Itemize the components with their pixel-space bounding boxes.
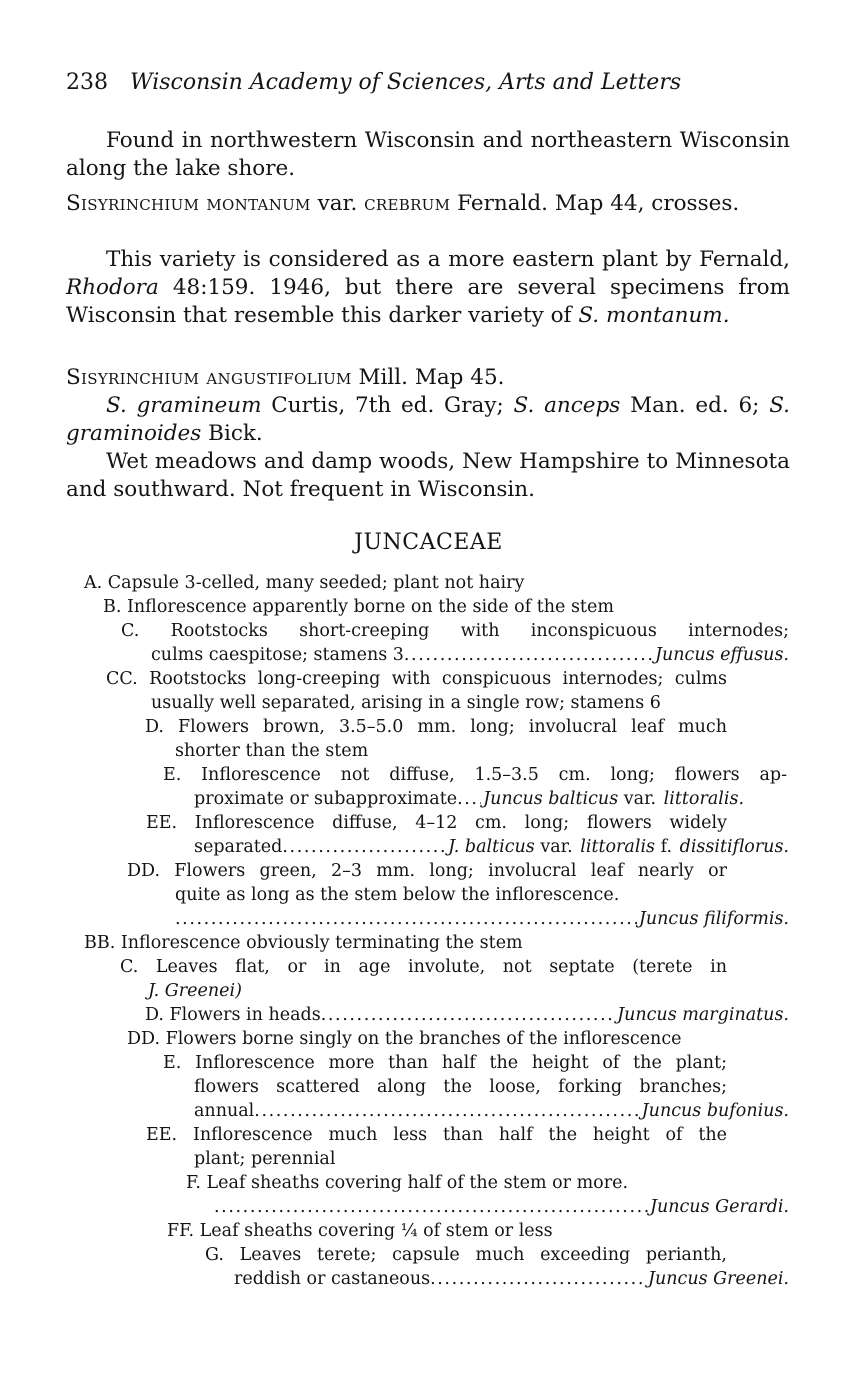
species-entry-sisyrinchium-montanum: Sisyrinchium montanum var. crebrum Fernald. Map 44, crosses. xyxy=(66,191,740,216)
key-line: quite as long as the stem below the inflorescence. xyxy=(175,885,620,905)
key-line: flowers scattered along the loose, forking branches; xyxy=(194,1077,727,1097)
key-line: E. Inflorescence more than half the height of the plant; xyxy=(163,1053,727,1073)
page-number: 238 xyxy=(66,70,108,95)
journal-reference: Rhodora xyxy=(66,275,159,300)
taxon-name: Juncus Greenei. xyxy=(647,1269,789,1289)
key-line: reddish or castaneous ..... Juncus Greenei. xyxy=(234,1268,789,1291)
key-line: D. Flowers in heads ..... Juncus marginatus. xyxy=(145,1004,789,1027)
key-line: F. Leaf sheaths covering half of the stem or more. xyxy=(186,1173,629,1193)
key-line: annual ..... Juncus bufonius. xyxy=(194,1100,789,1123)
taxon-name: Juncus bufonius. xyxy=(641,1101,789,1121)
key-line: shorter than the stem xyxy=(175,741,369,761)
species-entry-sisyrinchium-angustifolium: Sisyrinchium angustifolium Mill. Map 45. xyxy=(66,365,505,390)
key-line: BB. Inflorescence obviously terminating the stem xyxy=(84,933,523,953)
key-line: C. Rootstocks short-creeping with inconspicuous internodes; xyxy=(121,621,789,641)
journal-title: Wisconsin Academy of Sciences, Arts and Letters xyxy=(130,70,682,95)
key-line: D. Flowers brown, 3.5–5.0 mm. long; involucral leaf much xyxy=(145,717,727,737)
species-name: Sisyrinchium montanum xyxy=(66,191,311,216)
key-line: DD. Flowers borne singly on the branches of the inflorescence xyxy=(127,1029,682,1049)
species-name: Sisyrinchium angustifolium xyxy=(66,365,352,390)
key-line: culms caespitose; stamens 3 ..... Juncus effusus. xyxy=(151,644,789,667)
key-line: DD. Flowers green, 2–3 mm. long; involucral leaf nearly or xyxy=(127,861,727,881)
paragraph-distribution: Found in northwestern Wisconsin and northeastern Wisconsin along the lake shore. xyxy=(66,128,790,181)
taxon-name: Juncus filiformis. xyxy=(638,909,789,929)
key-line xyxy=(175,908,789,931)
taxon-name: Juncus Gerardi. xyxy=(649,1197,789,1217)
key-line: EE. Inflorescence much less than half the height of the xyxy=(146,1125,727,1145)
paragraph-variety-note: This variety is considered as a more eastern plant by Fernald, Rhodora 48:159. 1946, but there are several specimens from Wisconsin that resemble this darker variety of S. montanum. xyxy=(66,247,790,328)
key-line: C. Leaves flat, or in age involute, not septate (terete in xyxy=(120,957,727,977)
key-line: usually well separated, arising in a single row; stamens 6 xyxy=(151,693,661,713)
paragraph-synonyms: S. gramineum Curtis, 7th ed. Gray; S. anceps Man. ed. 6; S. graminoides Bick. xyxy=(66,393,790,446)
key-line: E. Inflorescence not diffuse, 1.5–3.5 cm. long; flowers ap- xyxy=(163,765,787,785)
paragraph-habitat: Wet meadows and damp woods, New Hampshire to Minnesota and southward. Not frequent in Wisconsin. xyxy=(66,449,790,502)
key-line: EE. Inflorescence diffuse, 4–12 cm. long; flowers widely xyxy=(146,813,727,833)
key-line: FF. Leaf sheaths covering ¼ of stem or less xyxy=(167,1221,553,1241)
key-line: G. Leaves terete; capsule much exceeding perianth, xyxy=(205,1245,727,1265)
key-line: B. Inflorescence apparently borne on the side of the stem xyxy=(103,597,614,617)
key-line: proximate or subapproximate ..... Juncus balticus var. littoralis. xyxy=(194,788,789,811)
key-line: J. Greenei) xyxy=(148,981,242,1001)
variety-name: crebrum xyxy=(364,191,451,216)
key-line: plant; perennial xyxy=(194,1149,336,1169)
key-line xyxy=(214,1196,789,1219)
taxon-name: Juncus marginatus. xyxy=(617,1005,789,1025)
section-title: JUNCACEAE xyxy=(354,530,503,555)
running-header xyxy=(66,70,681,95)
key-line: separated ..... J. balticus var. littoralis f. dissitiflorus. xyxy=(194,836,789,859)
key-line: CC. Rootstocks long-creeping with conspicuous internodes; culms xyxy=(106,669,727,689)
taxon-name: Juncus effusus. xyxy=(655,645,789,665)
key-line: A. Capsule 3-celled, many seeded; plant not hairy xyxy=(84,573,525,593)
